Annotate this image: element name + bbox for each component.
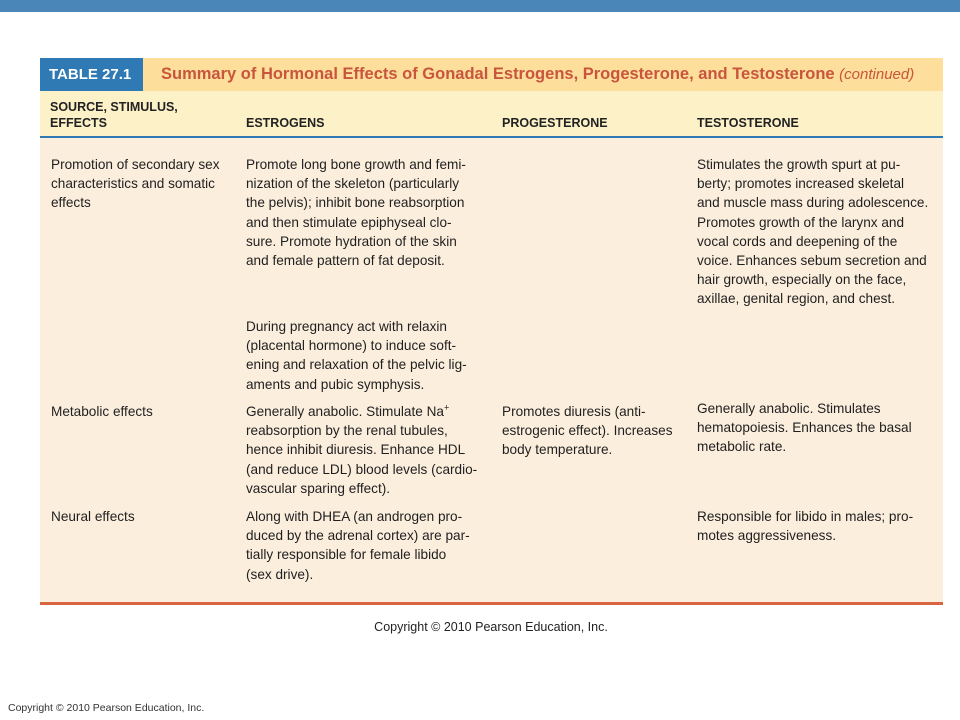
- header-progesterone: PROGESTERONE: [502, 116, 608, 130]
- row2-testosterone-line: metabolic rate.: [697, 439, 787, 455]
- row1-source-line: characteristics and somatic: [51, 176, 215, 192]
- row2-testosterone-line: hematopoiesis. Enhances the basal: [697, 420, 912, 436]
- row2-progesterone: [502, 402, 692, 460]
- row3-estrogens-line: tially responsible for female libido: [246, 547, 447, 563]
- row3-testosterone: [697, 507, 937, 545]
- header-testosterone: TESTOSTERONE: [697, 116, 799, 130]
- row2-testosterone: [697, 399, 937, 457]
- row1-estrogens-pregnancy: [246, 317, 496, 394]
- row2-estrogens-first-line: [246, 402, 496, 421]
- row3-estrogens: [246, 507, 496, 584]
- row1-estrogens-line: and then stimulate epiphyseal clo-: [246, 214, 452, 230]
- row1-estrogens: [246, 155, 496, 270]
- row2-estrogens: [246, 402, 496, 498]
- table-title-suffix: (continued): [839, 66, 915, 83]
- row2-estrogens-line: (and reduce LDL) blood levels (cardio-: [246, 461, 478, 477]
- row3-estrogens-line: (sex drive).: [246, 566, 314, 582]
- row2-testosterone-line: Generally anabolic. Stimulates: [697, 401, 881, 416]
- row1-estrogens2-line: (placental hormone) to induce soft-: [246, 338, 457, 354]
- row1-testosterone: [697, 155, 937, 309]
- sodium-superscript: +: [443, 402, 450, 413]
- row1-testosterone-line: berty; promotes increased skeletal: [697, 176, 905, 192]
- row1-estrogens-line: nization of the skeleton (particularly: [246, 176, 460, 192]
- row2-estrogens-line: vascular sparing effect).: [246, 480, 391, 496]
- row2-source-line: Metabolic effects: [51, 404, 153, 419]
- row1-testosterone-line: hair growth, especially on the face,: [697, 272, 907, 288]
- row2-estrogens-line: hence inhibit diuresis. Enhance HDL: [246, 442, 466, 458]
- row1-testosterone-line: Stimulates the growth spurt at pu-: [697, 157, 901, 172]
- table-title-row: [40, 58, 943, 91]
- row1-estrogens-line: Promote long bone growth and femi-: [246, 157, 466, 172]
- table-title-text: Summary of Hormonal Effects of Gonadal Estrogens, Progesterone, and Testosterone: [161, 65, 835, 83]
- row1-estrogens2-line: aments and pubic symphysis.: [246, 376, 425, 392]
- row1-testosterone-line: and muscle mass during adolescence.: [697, 195, 929, 211]
- row1-testosterone-line: Promotes growth of the larynx and: [697, 214, 905, 230]
- table-title: [161, 58, 914, 91]
- hormone-table: [40, 58, 943, 605]
- row1-estrogens-line: the pelvis); inhibit bone reabsorption: [246, 195, 465, 211]
- row1-estrogens2-line: ening and relaxation of the pelvic lig-: [246, 357, 467, 373]
- row3-estrogens-line: duced by the adrenal cortex) are par-: [246, 528, 470, 544]
- row1-testosterone-line: voice. Enhances sebum secretion and: [697, 253, 927, 269]
- row3-testosterone-line: Responsible for libido in males; pro-: [697, 509, 914, 524]
- table-header-row: [40, 91, 943, 138]
- row2-progesterone-line: Promotes diuresis (anti-: [502, 404, 646, 419]
- row3-source: [51, 507, 241, 526]
- row2-estrogens-first-text: Generally anabolic. Stimulate Na: [246, 404, 444, 419]
- slide-top-bar: [0, 0, 960, 12]
- row1-testosterone-line: axillae, genital region, and chest.: [697, 291, 895, 307]
- row1-estrogens-line: and female pattern of fat deposit.: [246, 253, 445, 269]
- row1-source-line: Promotion of secondary sex: [51, 157, 220, 172]
- row2-source: [51, 402, 241, 421]
- row3-estrogens-line: Along with DHEA (an androgen pro-: [246, 509, 463, 524]
- row1-estrogens-line: sure. Promote hydration of the skin: [246, 233, 457, 249]
- row2-progesterone-line: body temperature.: [502, 442, 613, 458]
- header-estrogens: ESTROGENS: [246, 116, 325, 130]
- figure-copyright: Copyright © 2010 Pearson Education, Inc.: [374, 620, 608, 634]
- row2-progesterone-line: estrogenic effect). Increases: [502, 423, 673, 439]
- table-bottom-rule: [40, 602, 943, 605]
- row1-testosterone-line: vocal cords and deepening of the: [697, 233, 898, 249]
- row1-source-line: effects: [51, 195, 91, 211]
- header-source-line1: SOURCE, STIMULUS,: [50, 100, 178, 114]
- row3-testosterone-line: motes aggressiveness.: [697, 528, 837, 544]
- row2-estrogens-line: reabsorption by the renal tubules,: [246, 423, 448, 439]
- row1-estrogens2-line: During pregnancy act with relaxin: [246, 319, 447, 334]
- row1-source: [51, 155, 241, 213]
- slide-copyright: Copyright © 2010 Pearson Education, Inc.: [8, 702, 205, 714]
- header-source-line2: EFFECTS: [50, 116, 107, 130]
- row3-source-line: Neural effects: [51, 509, 135, 524]
- table-label: TABLE 27.1: [40, 58, 143, 91]
- header-source: [50, 99, 178, 131]
